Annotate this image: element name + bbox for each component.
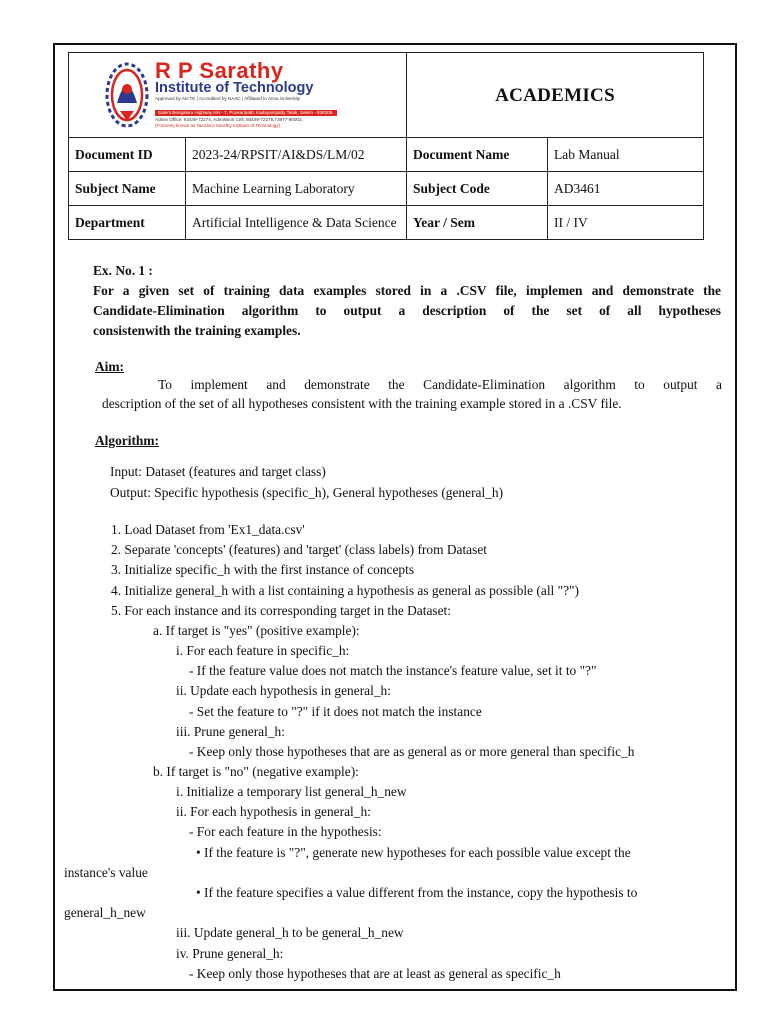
institute-former-name: (Formerly known as Narasu's Sarathy Institute of Technology): [155, 123, 281, 128]
institute-tagline: Approved by AICTE | Accredited by NAAC | Affiliated to Anna University: [155, 96, 301, 101]
algorithm-line: - Set the feature to "?" if it does not match the instance: [189, 704, 482, 719]
department-value: Artificial Intelligence & Data Science: [186, 206, 407, 240]
aim-line: To implement and demonstrate the Candidate-Elimination algorithm to output a: [158, 377, 722, 392]
task-line: Candidate-Elimination algorithm to output a description of the set of all hypotheses: [93, 303, 721, 318]
algorithm-line: iii. Prune general_h:: [176, 724, 285, 739]
subject-name-value: Machine Learning Laboratory: [186, 172, 407, 206]
algorithm-line: 5. For each instance and its corresponding target in the Dataset:: [111, 603, 451, 618]
exercise-task: [93, 281, 721, 341]
algorithm-line: a. If target is "yes" (positive example):: [153, 623, 360, 638]
aim-line: description of the set of all hypotheses consistent with the training example stored in a .CSV file.: [102, 396, 622, 411]
algorithm-line: - Keep only those hypotheses that are at least as general as specific_h: [189, 966, 561, 981]
doc-name-label: Document Name: [407, 138, 548, 172]
algorithm-line: - If the feature value does not match the instance's feature value, set it to "?": [189, 663, 597, 678]
institute-name: R P Sarathy: [155, 58, 284, 83]
algorithm-line: 4. Initialize general_h with a list containing a hypothesis as general as possible (all "?"): [111, 583, 579, 598]
algorithm-line: - For each feature in the hypothesis:: [189, 824, 382, 839]
exercise-number: Ex. No. 1 :: [93, 263, 153, 278]
institute-logo: [103, 59, 403, 134]
section-title: ACADEMICS: [407, 53, 704, 138]
subject-code-value: AD3461: [548, 172, 704, 206]
algorithm-line: 3. Initialize specific_h with the first instance of concepts: [111, 562, 415, 577]
algorithm-line: i. For each feature in specific_h:: [176, 643, 350, 658]
institute-address: Salem Bengaluru Highway NH - 7, Poosaripatti, Kadayampatty Taluk, Salem - 636305.: [155, 110, 337, 116]
aim-text: [102, 375, 722, 413]
institute-contact: Admin Office: 93449-72274, Admission Cell: 93449-72275,73977-96003,: [155, 117, 303, 122]
algorithm-line: instance's value: [64, 865, 148, 880]
department-label: Department: [69, 206, 186, 240]
algorithm-line: • If the feature is "?", generate new hypotheses for each possible value except the: [196, 845, 631, 860]
subject-name-label: Subject Name: [69, 172, 186, 206]
algorithm-line: iv. Prune general_h:: [176, 946, 284, 961]
task-line: consistenwith the training examples.: [93, 323, 301, 338]
algorithm-line: ii. For each hypothesis in general_h:: [176, 804, 371, 819]
algorithm-line: 1. Load Dataset from 'Ex1_data.csv': [111, 522, 305, 537]
aim-heading: Aim:: [95, 359, 125, 374]
emblem-icon: [103, 59, 151, 131]
algorithm-line: 2. Separate 'concepts' (features) and 'target' (class labels) from Dataset: [111, 542, 487, 557]
year-sem-value: II / IV: [548, 206, 704, 240]
algorithm-line: ii. Update each hypothesis in general_h:: [176, 683, 391, 698]
algorithm-line: i. Initialize a temporary list general_h_new: [176, 784, 407, 799]
doc-id-label: Document ID: [69, 138, 186, 172]
algorithm-line: • If the feature specifies a value different from the instance, copy the hypothesis to: [196, 885, 638, 900]
algorithm-heading: Algorithm:: [95, 433, 159, 448]
subject-code-label: Subject Code: [407, 172, 548, 206]
algorithm-line: - Keep only those hypotheses that are as general as or more general than specific_h: [189, 744, 635, 759]
logo-cell: [69, 53, 407, 138]
algorithm-line: Input: Dataset (features and target class): [110, 464, 326, 479]
doc-id-value: 2023-24/RPSIT/AI&DS/LM/02: [186, 138, 407, 172]
doc-name-value: Lab Manual: [548, 138, 704, 172]
algorithm-line: general_h_new: [64, 905, 146, 920]
year-sem-label: Year / Sem: [407, 206, 548, 240]
institute-subname: Institute of Technology: [155, 80, 314, 96]
algorithm-line: b. If target is "no" (negative example):: [153, 764, 359, 779]
task-line: For a given set of training data examples stored in a .CSV file, implemen and demonstrate the: [93, 283, 721, 298]
algorithm-line: Output: Specific hypothesis (specific_h), General hypotheses (general_h): [110, 485, 504, 500]
header-table: [68, 52, 704, 240]
algorithm-line: iii. Update general_h to be general_h_new: [176, 925, 404, 940]
